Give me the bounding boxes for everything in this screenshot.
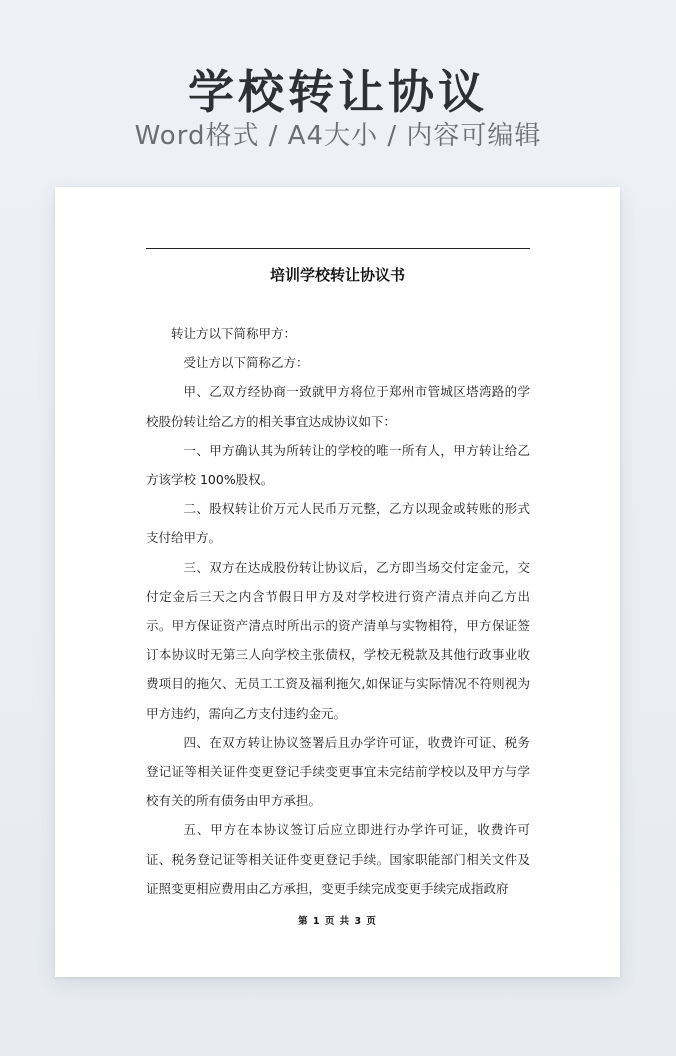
paragraph-clause-5: 五、甲方在本协议签订后应立即进行办学许可证，收费许可证、税务登记证等相关证件变更登记手续。国家职能部门相关文件及证照变更相应费用由乙方承担，变更手续完成变更手续完成指政府 [146,822,530,896]
page-title: 学校转让协议 [188,65,488,119]
paragraph-transferor: 转让方以下简称甲方： [171,326,297,341]
paragraph-clause-3: 三、双方在达成股份转让协议后，乙方即当场交付定金元，交付定金后三天之内含节假日甲方及对学校进行资产清点并向乙方出示。甲方保证资产清点时所出示的资产清单与实物相符，甲方保证签订本协议时无第三人向学校主张债权，学校无税款及其他行政事业收费项目的拖欠、无员工工资及福利拖欠,如保证与实际情况不符则视为甲方违约，需向乙方支付违约金元。 [146,559,530,721]
document-title: 培训学校转让协议书 [269,266,405,284]
paragraph-clause-2: 二、股权转让价万元人民币万元整，乙方以现金或转账的形式支付给甲方。 [146,501,530,546]
page-subtitle: Word格式 / A4大小 / 内容可编辑 [134,121,542,151]
paragraph-intro: 甲、乙双方经协商一致就甲方将位于郑州市管城区塔湾路的学校股份转让给乙方的相关事宜达成协议如下： [146,384,530,429]
page-number: 第 1 页 共 3 页 [298,916,377,927]
paragraph-clause-1: 一、甲方确认其为所转让的学校的唯一所有人，甲方转让给乙方该学校 100%股权。 [146,442,530,488]
header-divider [146,248,530,249]
document-body [146,319,530,903]
paragraph-transferee: 受让方以下简称乙方： [183,355,309,371]
document-page [55,187,620,977]
paragraph-clause-4: 四、在双方转让协议签署后且办学许可证，收费许可证、税务登记证等相关证件变更登记手续变更事宜未完结前学校以及甲方与学校有关的所有债务由甲方承担。 [146,734,530,809]
